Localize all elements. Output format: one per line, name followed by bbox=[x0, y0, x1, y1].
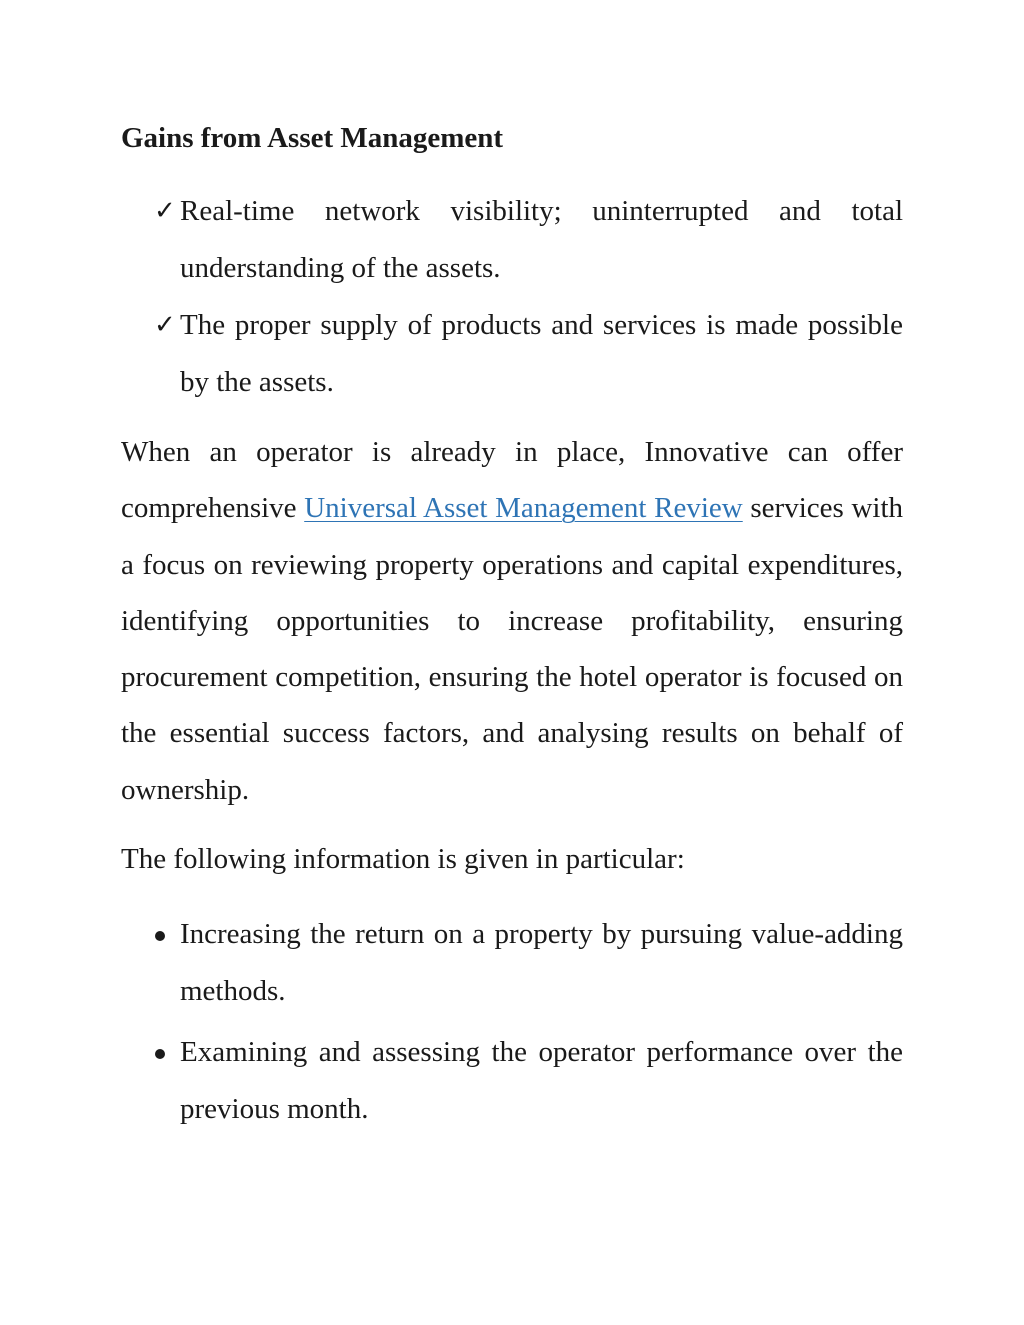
checkmark-icon: ✓ bbox=[154, 310, 176, 340]
check-list-item-text: Real-time network visibility; uninterrupted and total understanding of the assets. bbox=[180, 195, 903, 284]
bullet-dot-icon bbox=[155, 931, 165, 941]
bullet-list-item bbox=[121, 1024, 903, 1138]
main-paragraph bbox=[121, 424, 903, 818]
universal-asset-management-review-link[interactable]: Universal Asset Management Review bbox=[304, 492, 743, 525]
bullet-dot-icon bbox=[155, 1049, 165, 1059]
check-list-item-text: The proper supply of products and services is made possible by the assets. bbox=[180, 309, 903, 398]
check-list-item bbox=[121, 297, 903, 411]
bullet-list-item-text: Examining and assessing the operator performance over the previous month. bbox=[180, 1036, 903, 1125]
checkmark-icon: ✓ bbox=[154, 196, 176, 226]
paragraph-text-after-link: services with a focus on reviewing property operations and capital expenditures, identifying opportunities to increase profitability, ensuring procurement competition, ensuring the hotel operator is focused on the essential success factors, and analysing results on behalf of ownership. bbox=[121, 492, 903, 806]
bullet-list-item-text: Increasing the return on a property by pursuing value-adding methods. bbox=[180, 918, 903, 1007]
bullet-list-item bbox=[121, 906, 903, 1020]
paragraph-text-before-link: When an operator is already in place, Innovative can offer comprehensive bbox=[121, 436, 903, 525]
checkmark-list bbox=[121, 183, 903, 411]
intro-paragraph: The following information is given in particular: bbox=[121, 843, 685, 875]
bullet-list bbox=[121, 906, 903, 1138]
check-list-item bbox=[121, 183, 903, 297]
section-heading: Gains from Asset Management bbox=[121, 122, 504, 154]
